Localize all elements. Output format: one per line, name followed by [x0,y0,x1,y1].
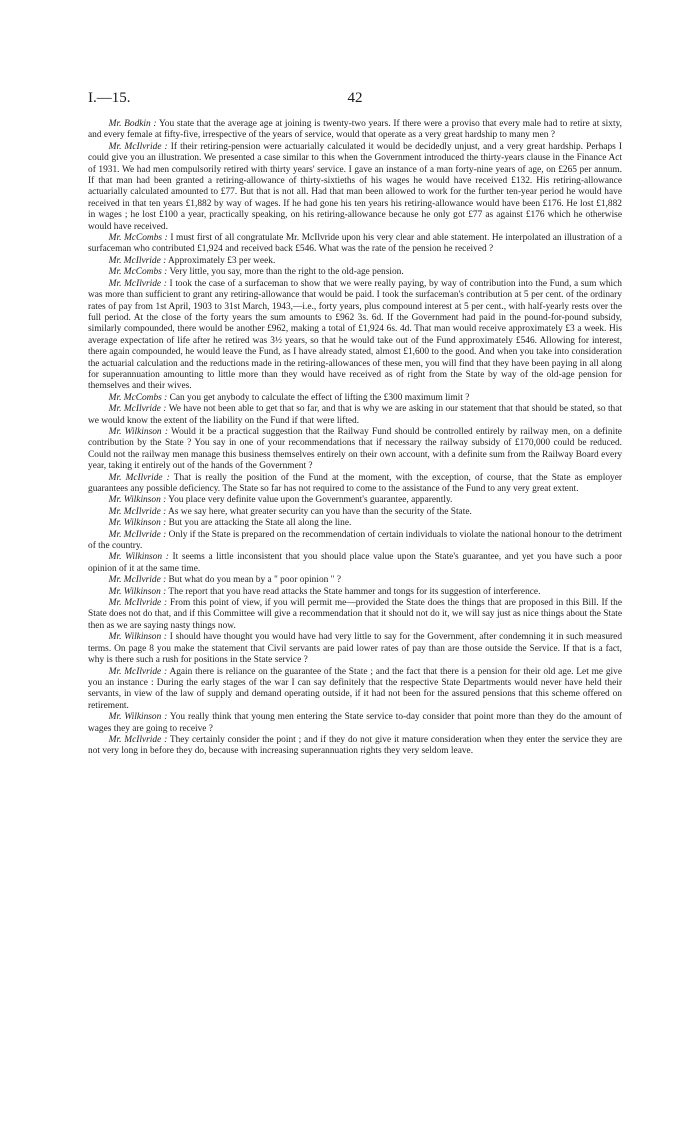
page-number: 42 [347,90,363,106]
paragraph [88,267,622,278]
paragraph-text: If their retiring-pension were actuarially calculated it would be decidedly unjust, and a very great hardship. Perhaps I could give you an illustration. We presented a case similar to this when the Government introduced the thirty-years clause in the Finance Act of 1931. We had men compulsorily retired with thirty years' service. I gave an instance of a man forty-nine years of age, on £265 per annum. If that man had been granted a retiring-allowance of thirty-sixtieths of his wages he would have received £132. His retiring-allowance actuarially calculated amounted to £77. But that is not all. Had that man been allowed to work for the further ten-year period he would have received in that ten years £1,882 by way of wages. If he had gone his ten years his retiring-allowance would have been £176. He lost £1,882 in wages ; he lost £100 a year, practically speaking, on his retiring-allowance because he only got £77 as against £176 which he otherwise would have received. [88,141,623,232]
paragraph-text: Approximately £3 per week. [168,255,276,266]
paragraph-text: But what do you mean by a " poor opinion " ? [168,575,342,586]
paragraph-text: Can you get anybody to calculate the effect of lifting the £300 maximum limit ? [169,392,470,403]
paragraph-text: Very little, you say, more than the right to the old-age pension. [169,267,404,278]
paragraph [88,712,622,735]
speaker-name: Mr. McIlvride : [108,255,167,266]
speaker-name: Mr. Wilkinson : [108,586,167,597]
speaker-name: Mr. Wilkinson : [108,518,167,529]
paragraph-text: As we say here, what greater security can you have than the security of the State. [168,506,472,517]
speaker-name: Mr. Wilkinson : [108,632,168,643]
paragraph [88,575,622,586]
speaker-name: Mr. Bodkin : [108,119,157,129]
speaker-name: Mr. McIlvride : [108,472,170,483]
paragraph [88,119,622,142]
paragraph-text: That is really the position of the Fund at the moment, with the exception, of course, that the State as employer guarantees any possible deficiency. The State so far has not required to come to the assistance of the Fund to any very great extent. [88,472,622,494]
paragraph-text: I should have thought you would have had very little to say for the Government, after condemning it in such measured terms. On page 8 you make the statement that Civil servants are paid lower rates of pay than are those outside the Service. If that is a fact, why is there such a rush for positions in the State service ? [88,632,623,666]
paragraph [88,142,622,233]
paragraph [88,530,622,553]
paragraph [88,233,622,256]
paragraph [88,552,622,575]
speaker-name: Mr. McCombs : [108,233,168,244]
paragraph-text: You place very definite value upon the Government's guarantee, apparently. [168,495,453,506]
paragraph [88,279,622,393]
speaker-name: Mr. Wilkinson : [108,712,168,723]
paragraph-text: They certainly consider the point ; and if they do not give it mature consideration when they enter the service they are not very long in before they do, because with increasing superannuation rights they very seldom leave. [88,734,622,757]
page-header [88,90,622,110]
paragraph [88,393,622,404]
paragraph-text: You really think that young men entering the State service to-day consider that point more than they do the amount of wages they are going to receive ? [88,712,622,734]
paragraph [88,632,622,666]
paragraph-text: From this point of view, if you will permit me—provided the State does the things that are proposed in this Bill. If the State does not do that, and if this Committee will give a recommendation that it should not do it, we will say just as nice things about the State then as we are saying nasty things now. [88,598,623,631]
paragraph [88,507,622,518]
paragraph-text: I took the case of a surfaceman to show that we were really paying, by way of contribution into the Fund, a sum which was more than sufficient to grant any retiring-allowance that would be paid. I took the surfaceman's contribution at 5 per cent. of the ordinary rates of pay from 1st April, 1903 to 31st March, 1943,—i.e., forty years, plus compound interest at 5 per cent., with half-yearly rests over the full period. At the close of the forty years the sum amounts to £962 3s. 6d. If the Government had paid in the pound-for-pound subsidy, similarly compounded, there would be another £962, making a total of £1,924 6s. 4d. That man would receive approximately £3 a week. His average expectation of life after he retired was 3½ years, so that he would take out of the Fund approximately £546. Allowing for interest, there again compounded, he would leave the Fund, as I have already stated, almost £1,600 to the good. And when you take into consideration the actuarial calculation and the reductions made in the retiring-allowances of these men, you will find that they have been paying in all along for superannuation amounting to little more than they would have received as of right from the State by way of the old-age pension for themselves and their wives. [88,278,622,392]
paragraph-text: But you are attacking the State all along the line. [168,518,352,529]
paragraph [88,598,622,632]
speaker-name: Mr. Wilkinson : [108,426,168,437]
paragraph-text: Again there is reliance on the guarantee of the State ; and the fact that there is a pension for their old age. Let me give you an instance : During the early stages of the war I can say definitely that the respective State Departments would never have held their servants, in view of the law of supply and demand operating outside, if it had not been for the assured pensions that this scheme offered on retirement. [88,666,623,711]
minutes-body [88,119,622,758]
speaker-name: Mr. McIlvride : [108,529,167,540]
speaker-name: Mr. McIlvride : [108,404,167,415]
paragraph-text: Would it be a practical suggestion that the Railway Fund should be controlled entirely by railway men, on a definite contribution by the State ? You say in one of your recommendations that if necessary the railway subsidy of £170,000 could be reduced. Could not the railway men manage this business themselves entirely on their own account, with a definite sum from the Railway Board every year, taking it entirely out of the hands of the Government ? [88,426,622,472]
speaker-name: Mr. Wilkinson : [108,552,169,563]
paragraph [88,256,622,267]
paragraph-text: It seems a little inconsistent that you should place value upon the State's guarantee, and yet you have such a poor opinion of it at the same time. [88,552,622,574]
speaker-name: Mr. McIlvride : [108,598,168,609]
paragraph [88,427,622,473]
speaker-name: Mr. McIlvride : [108,575,167,586]
paragraph [88,404,622,427]
speaker-name: Mr. McCombs : [108,267,168,278]
speaker-name: Mr. McIlvride : [108,734,168,745]
paragraph [88,587,622,598]
speaker-name: Mr. Wilkinson : [108,495,167,506]
paragraph [88,495,622,506]
paragraph [88,667,622,713]
paragraph-text: We have not been able to get that so far, and that is why we are asking in our statement that that should be stated, so that we would know the extent of the liability on the Fund if that were lifted. [88,404,623,426]
paragraph-text: I must first of all congratulate Mr. McIlvride upon his very clear and able statement. He interpolated an illustration of a surfaceman who contributed £1,924 and received back £546. What was the rate of the pension he received ? [88,233,622,255]
page-id: I.—15. [88,90,131,106]
paragraph-text: The report that you have read attacks the State hammer and tongs for its suggestion of interference. [168,586,541,597]
speaker-name: Mr. McCombs : [108,392,168,403]
speaker-name: Mr. McIlvride : [108,141,168,152]
paragraph [88,473,622,496]
paragraph-text: Only if the State is prepared on the recommendation of certain individuals to violate the national honour to the detriment of the country. [88,529,623,552]
paragraph [88,518,622,529]
speaker-name: Mr. McIlvride : [108,506,167,517]
speaker-name: Mr. McIlvride : [108,278,167,289]
paragraph [88,735,622,758]
speaker-name: Mr. McIlvride : [108,666,168,677]
paragraph-text: You state that the average age at joining is twenty-two years. If there were a proviso that every male had to retire at sixty, and every female at fifty-five, irrespective of the years of service, would that operate as a very great hardship to many men ? [88,119,622,141]
